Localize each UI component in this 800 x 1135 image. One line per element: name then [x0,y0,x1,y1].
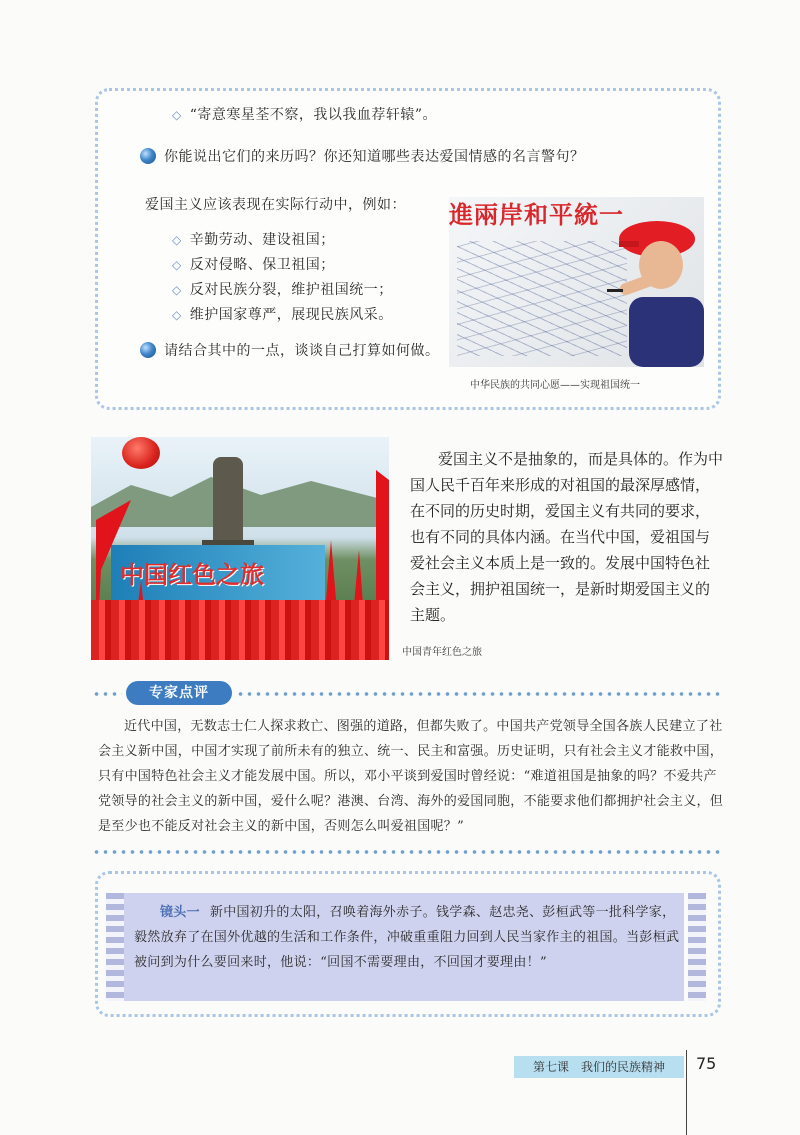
crowd [91,600,389,660]
question-2: 请结合其中的一点，谈谈自己打算如何做。 [140,340,440,360]
diamond-bullet-icon: ◇ [172,283,182,297]
body-paragraph: 爱国主义不是抽象的，而是具体的。作为中国人民千百年来形成的对祖国的最深厚感情，在不同的历史时期，爱国主义有共同的要求，也有不同的具体内涵。在当代中国，爱祖国与爱社会主义本质上是一致的。发展中国特色社会主义，拥护祖国统一，是新时期爱国主义的主题。 [410,450,724,624]
action-item: ◇ 维护国家尊严，展现民族风采。 [172,307,393,323]
diamond-bullet-icon: ◇ [172,233,182,247]
event-board-text: 中国红色之旅 [120,561,264,589]
action-item: ◇ 反对侵略、保卫祖国； [172,257,335,273]
lesson-title: 第七课 我们的民族精神 [514,1056,684,1078]
expert-comment-tag: 专家点评 [126,681,232,705]
dotted-divider [236,692,722,696]
film-strip-left [106,893,124,1001]
film-strip-right [688,893,706,1001]
expert-comment-text: 近代中国，无数志士仁人探求救亡、图强的道路，但都失败了。中国共产党领导全国各族人民建立了社会主义新中国，中国才实现了前所未有的独立、统一、民主和富强。历史证明，只有社会主义才能救中国，只有中国特色社会主义才能发展中国。所以，邓小平谈到爱国时曾经说：“难道祖国是抽象的吗？不爱共产党领导的社会主义的新中国，爱什么呢？港澳、台湾、海外的爱国同胞，不能要求他们都拥护社会主义，但是至少也不能反对社会主义的新中国，否则怎么叫爱祖国呢？” [98,719,724,834]
action-item: ◇ 辛勤劳动、建设祖国； [172,232,335,248]
globe-icon [140,148,156,164]
photo-caption: 中华民族的共同心愿——实现祖国统一 [470,380,640,391]
actions-intro: 爱国主义应该表现在实际行动中，例如： [145,197,406,213]
story-label: 镜头一 [160,905,200,920]
signing-person-illustration [599,207,704,367]
diamond-bullet-icon: ◇ [172,108,182,122]
diamond-bullet-icon: ◇ [172,258,182,272]
page-divider-line [686,1050,687,1135]
photo-banner-text: 進兩岸和平統一 [449,201,624,229]
quote-line: ◇ “寄意寒星荃不察，我以我血荐轩辕”。 [172,107,438,123]
action-item: ◇ 反对民族分裂，维护祖国统一； [172,282,393,298]
story-text: 镜头一 新中国初升的太阳，召唤着海外赤子。钱学森、赵忠尧、彭桓武等一批科学家，毅然放弃了在国外优越的生活和工作条件，冲破重重阻力回到人民当家作主的祖国。当彭桓武被问到为什么要回来时，他说：“回国不需要理由，不回国才要理由！” [134,905,680,970]
question-1: 你能说出它们的来历吗？你还知道哪些表达爱国情感的名言警句？ [140,146,585,166]
globe-icon [140,342,156,358]
dotted-divider [92,850,722,854]
diamond-bullet-icon: ◇ [172,308,182,322]
photo-caption: 中国青年红色之旅 [402,647,482,658]
page-number: 75 [696,1054,717,1073]
dotted-divider [92,692,122,696]
reunification-photo [449,197,704,367]
